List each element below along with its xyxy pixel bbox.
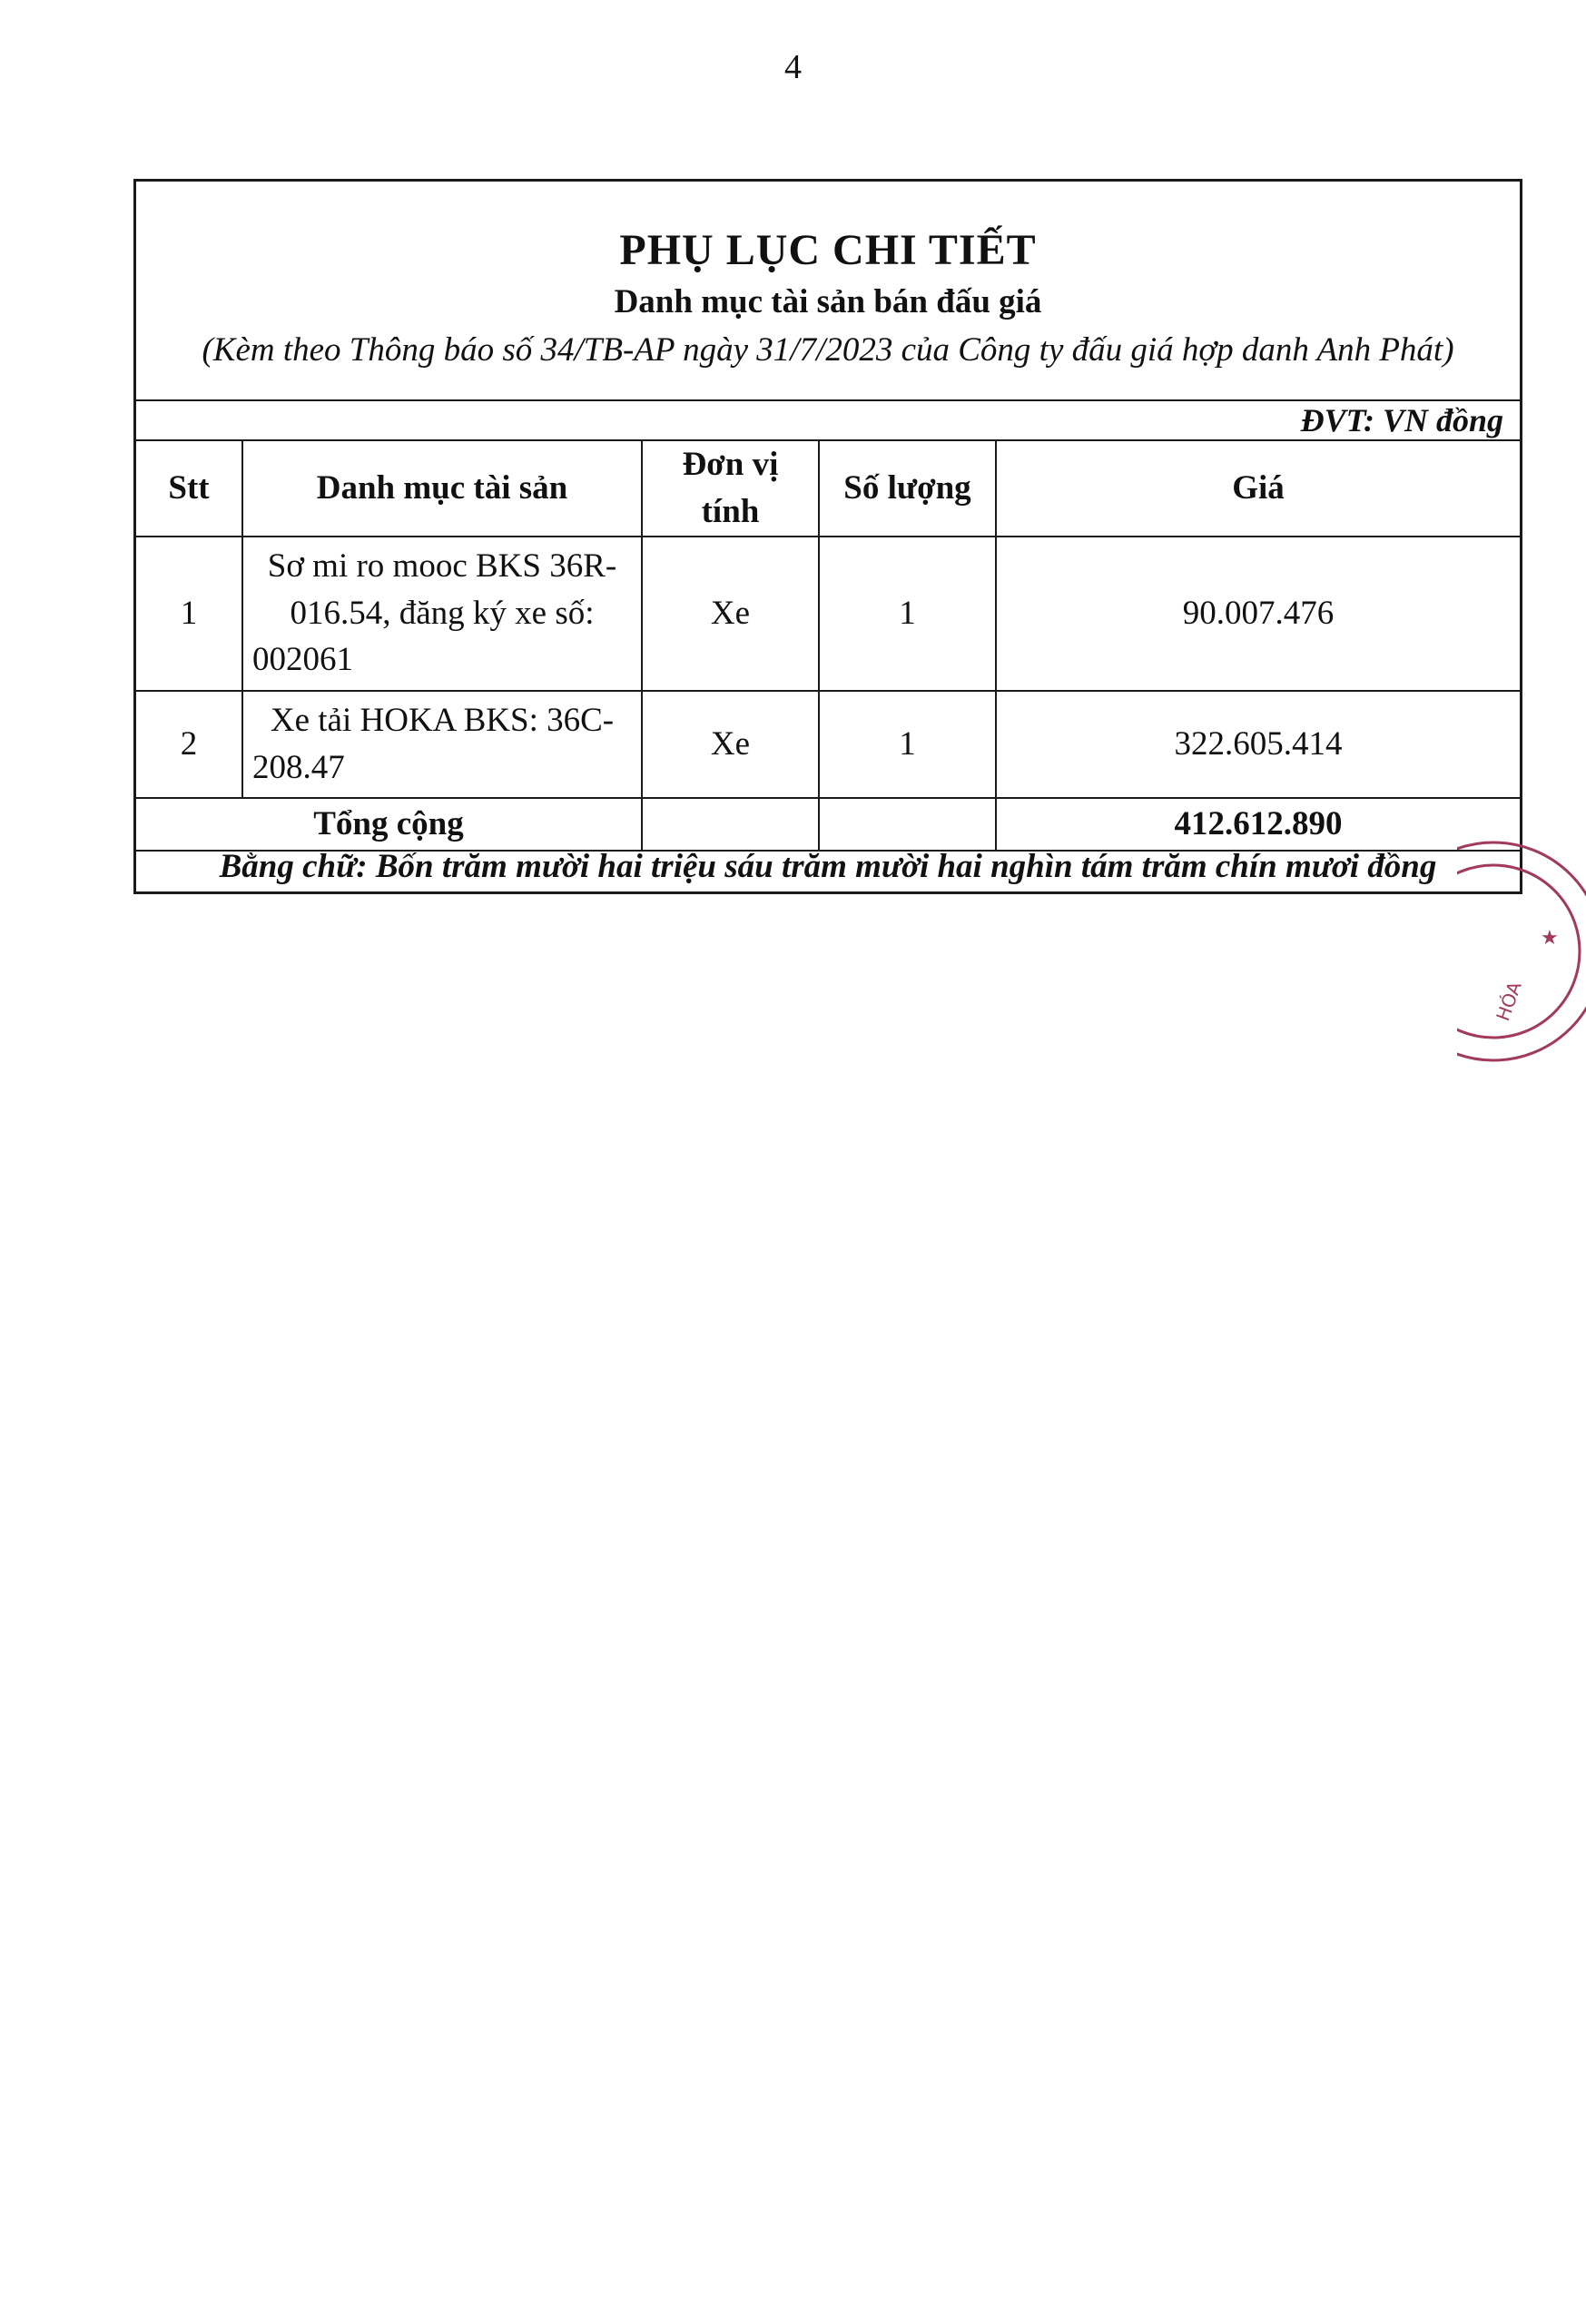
appendix-header: [136, 182, 1520, 401]
seal-star-icon: ★: [1541, 927, 1559, 950]
row-unit: Xe: [642, 537, 819, 691]
appendix-note: (Kèm theo Thông báo số 34/TB-AP ngày 31/7/2023 của Công ty đấu giá hợp danh Anh Phát): [202, 331, 1454, 369]
appendix-title: PHỤ LỤC CHI TIẾT: [619, 226, 1037, 274]
row-stt: 1: [136, 537, 242, 691]
row-unit: Xe: [642, 691, 819, 798]
row-price: 322.605.414: [996, 691, 1520, 798]
row-stt: 2: [136, 691, 242, 798]
header-unit: Đơn vị tính: [642, 441, 819, 537]
table-row: [136, 537, 1520, 691]
seal-inner-ring: [1457, 865, 1580, 1038]
seal-text: HÓA: [1492, 979, 1526, 1024]
header-price: Giá: [996, 441, 1520, 537]
page-number: 4: [784, 48, 802, 86]
table-header-row: [136, 441, 1520, 537]
row-asset-name: Xe tải HOKA BKS: 36C-208.47: [242, 691, 642, 798]
header-quantity: Số lượng: [819, 441, 996, 537]
asset-table: [136, 441, 1520, 852]
seal-stamp: [1457, 833, 1586, 1069]
total-value: 412.612.890: [996, 798, 1520, 851]
row-asset-name: Sơ mi ro mooc BKS 36R-016.54, đăng ký xe số: 002061: [242, 537, 642, 691]
row-quantity: 1: [819, 537, 996, 691]
total-label: Tổng cộng: [136, 798, 642, 851]
table-row: [136, 691, 1520, 798]
header-stt: Stt: [136, 441, 242, 537]
header-asset-name: Danh mục tài sản: [242, 441, 642, 537]
appendix-frame: [133, 179, 1522, 894]
row-quantity: 1: [819, 691, 996, 798]
unit-label: ĐVT: VN đồng: [136, 399, 1520, 441]
row-price: 90.007.476: [996, 537, 1520, 691]
appendix-subtitle: Danh mục tài sản bán đấu giá: [614, 283, 1042, 320]
amount-in-words: Bằng chữ: Bốn trăm mười hai triệu sáu trăm mười hai nghìn tám trăm chín mươi đồng: [219, 848, 1437, 885]
seal-outer-ring: [1457, 842, 1586, 1060]
